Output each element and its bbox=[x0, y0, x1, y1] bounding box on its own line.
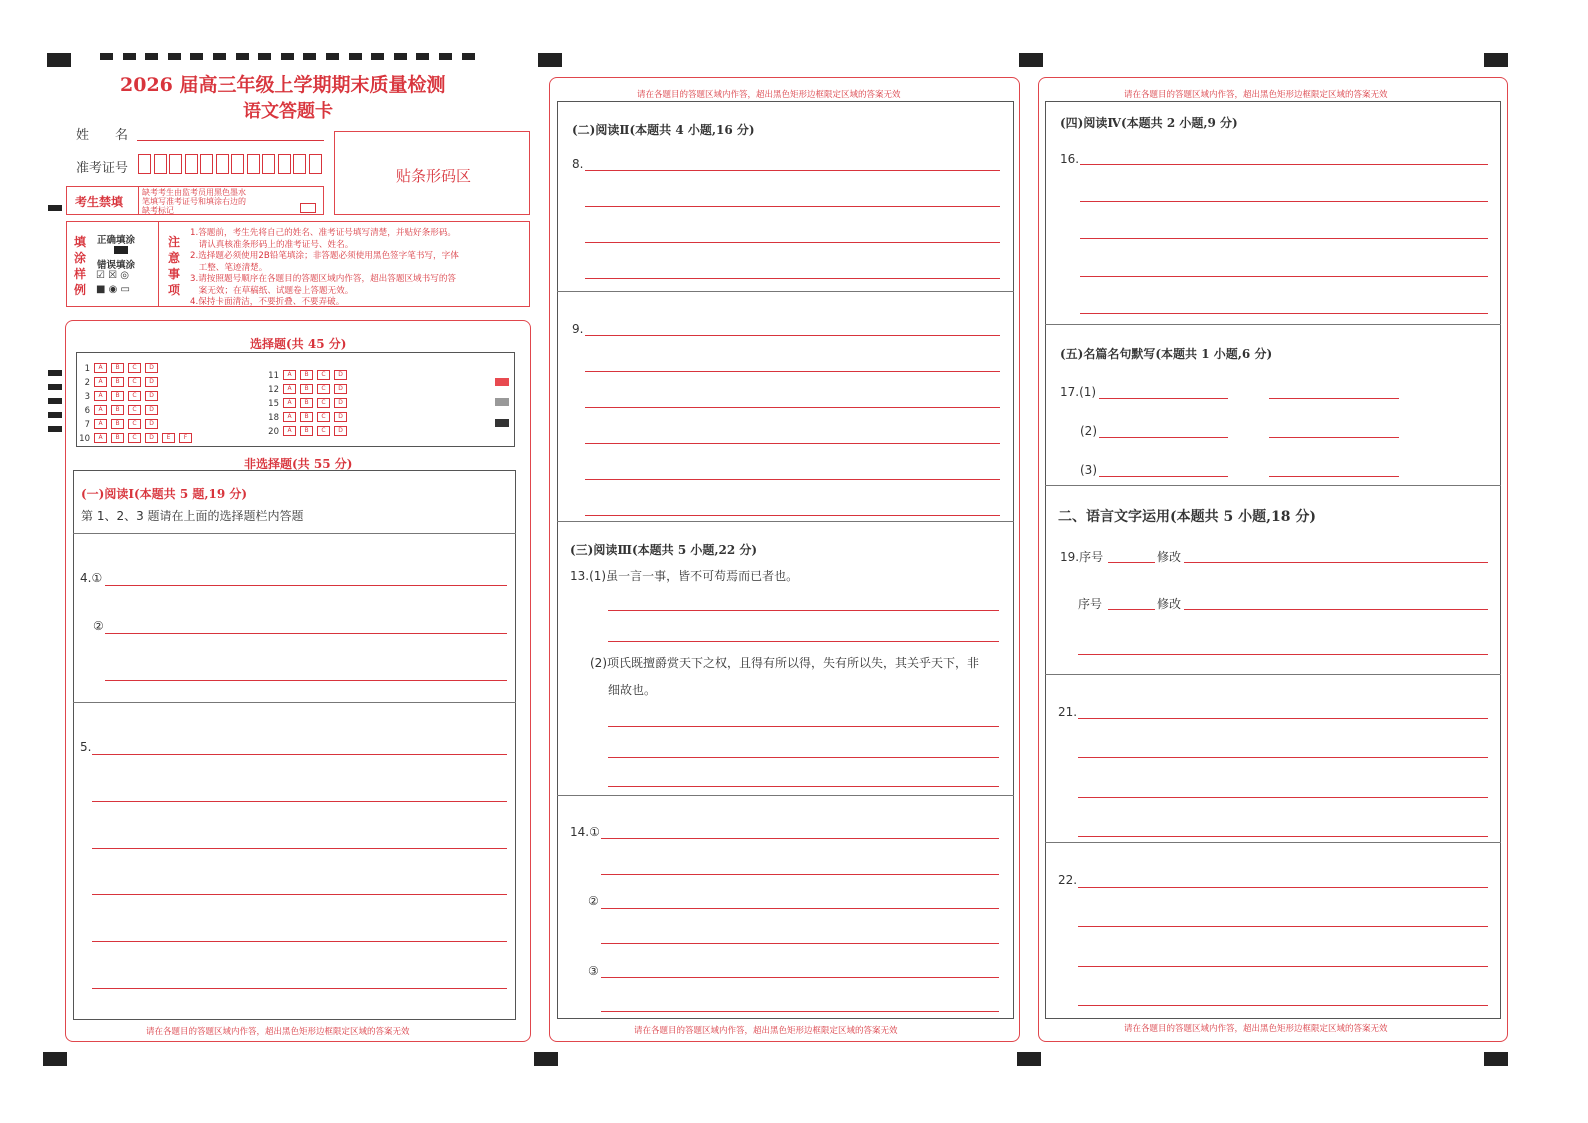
answer-line[interactable] bbox=[601, 838, 999, 839]
answer-line[interactable] bbox=[1108, 562, 1155, 563]
absent-note: 笔填写准考证号和填涂右边的 bbox=[142, 197, 246, 206]
corner-marker bbox=[43, 1052, 67, 1066]
timing-mark bbox=[145, 53, 158, 60]
choice-number: 2 bbox=[84, 377, 90, 388]
id-digit-box[interactable] bbox=[293, 154, 306, 174]
choice-row bbox=[263, 370, 351, 381]
timing-mark bbox=[100, 53, 113, 60]
answer-line[interactable] bbox=[1099, 476, 1228, 477]
notes-char: 注 bbox=[168, 235, 181, 249]
choice-option-bubble[interactable]: B bbox=[300, 398, 313, 408]
choice-row bbox=[74, 391, 162, 402]
id-digit-box[interactable] bbox=[309, 154, 322, 174]
choice-number: 20 bbox=[268, 426, 279, 437]
timing-mark bbox=[213, 53, 226, 60]
choice-number: 18 bbox=[268, 412, 279, 423]
answer-line[interactable] bbox=[105, 680, 507, 681]
answer-line[interactable] bbox=[1078, 966, 1488, 967]
choice-row bbox=[74, 377, 162, 388]
answer-line[interactable] bbox=[585, 515, 1000, 516]
divider bbox=[557, 795, 1014, 796]
timing-mark bbox=[123, 53, 136, 60]
answer-line[interactable] bbox=[1080, 201, 1488, 202]
choice-option-bubble[interactable]: D bbox=[334, 384, 347, 394]
corner-marker bbox=[1019, 53, 1043, 67]
notes-char: 项 bbox=[168, 283, 181, 297]
choice-option-bubble[interactable]: B bbox=[300, 370, 313, 380]
choice-option-bubble[interactable]: B bbox=[111, 391, 124, 401]
choice-option-bubble[interactable]: A bbox=[283, 412, 296, 422]
id-digit-box[interactable] bbox=[154, 154, 167, 174]
answer-line[interactable] bbox=[92, 848, 507, 849]
answer-line[interactable] bbox=[1080, 238, 1488, 239]
answer-line[interactable] bbox=[1269, 437, 1399, 438]
answer-line[interactable] bbox=[1269, 398, 1399, 399]
timing-mark bbox=[462, 53, 475, 60]
fill-example-label bbox=[74, 234, 88, 298]
section-5-title: (五)名篇名句默写(本题共 1 小题,6 分) bbox=[1060, 347, 1273, 361]
fill-example-char: 涂 bbox=[74, 251, 87, 265]
choice-title: 选择题(共 45 分) bbox=[250, 337, 347, 351]
divider bbox=[557, 291, 1014, 292]
section-3-title: (三)阅读Ⅲ(本题共 5 小题,22 分) bbox=[570, 543, 758, 557]
timing-mark bbox=[236, 53, 249, 60]
absent-label: 考生禁填 bbox=[75, 195, 124, 209]
top-warning: 请在各题目的答题区域内作答，超出黑色矩形边框限定区域的答案无效 bbox=[1124, 90, 1388, 100]
answer-box-col2 bbox=[557, 101, 1014, 1019]
timing-mark bbox=[439, 53, 452, 60]
choice-option-bubble[interactable]: C bbox=[128, 391, 141, 401]
divider bbox=[73, 702, 516, 703]
answer-line[interactable] bbox=[585, 479, 1000, 480]
choice-row bbox=[74, 419, 162, 430]
calibration-mark bbox=[495, 378, 509, 386]
choice-option-bubble[interactable]: A bbox=[94, 377, 107, 387]
choice-option-bubble[interactable]: D bbox=[334, 412, 347, 422]
choice-option-bubble[interactable]: A bbox=[283, 370, 296, 380]
choice-option-bubble[interactable]: B bbox=[111, 405, 124, 415]
choice-option-bubble[interactable]: A bbox=[283, 426, 296, 436]
choice-option-bubble[interactable]: E bbox=[162, 433, 175, 443]
id-digit-box[interactable] bbox=[262, 154, 275, 174]
choice-option-bubble[interactable]: C bbox=[317, 426, 330, 436]
answer-line[interactable] bbox=[1078, 836, 1488, 837]
choice-option-bubble[interactable]: D bbox=[334, 398, 347, 408]
answer-line[interactable] bbox=[1269, 476, 1399, 477]
note-item: 案无效；在草稿纸、试题卷上答题无效。 bbox=[190, 285, 354, 296]
id-digit-box[interactable] bbox=[278, 154, 291, 174]
choice-number: 11 bbox=[268, 370, 279, 381]
instruction-divider bbox=[158, 221, 159, 307]
timing-mark bbox=[48, 398, 62, 404]
wrong-fill-samples: ☑ ☒ ◎ bbox=[96, 270, 130, 281]
note-item: 1.答题前，考生先将自己的姓名、准考证号填写清楚，并贴好条形码。 bbox=[190, 228, 457, 238]
choice-number: 15 bbox=[268, 398, 279, 409]
answer-line[interactable] bbox=[608, 757, 999, 758]
wrong-fill-label: 错误填涂 bbox=[97, 260, 136, 271]
answer-line[interactable] bbox=[1108, 609, 1155, 610]
question-19b-fix: 修改 bbox=[1157, 597, 1182, 611]
answer-line[interactable] bbox=[105, 585, 507, 586]
divider bbox=[557, 521, 1014, 522]
choice-row bbox=[74, 363, 162, 374]
note-item: 工整、笔迹清楚。 bbox=[190, 262, 268, 273]
divider bbox=[1045, 485, 1501, 486]
notes-char: 事 bbox=[168, 267, 181, 281]
choice-option-bubble[interactable]: B bbox=[300, 412, 313, 422]
name-field[interactable] bbox=[137, 140, 324, 141]
divider bbox=[1045, 842, 1501, 843]
note-item: 请认真核准条形码上的准考证号、姓名。 bbox=[190, 239, 354, 250]
timing-mark bbox=[416, 53, 429, 60]
choice-option-bubble[interactable]: C bbox=[317, 412, 330, 422]
answer-line[interactable] bbox=[1080, 313, 1488, 314]
id-digit-box[interactable] bbox=[169, 154, 182, 174]
answer-line[interactable] bbox=[585, 371, 1000, 372]
bottom-warning: 请在各题目的答题区域内作答，超出黑色矩形边框限定区域的答案无效 bbox=[146, 1027, 410, 1037]
answer-line[interactable] bbox=[608, 786, 999, 787]
name-label: 姓 名 bbox=[76, 128, 129, 143]
question-13b-cont: 细故也。 bbox=[608, 683, 657, 697]
top-warning: 请在各题目的答题区域内作答，超出黑色矩形边框限定区域的答案无效 bbox=[637, 90, 901, 100]
divider bbox=[1045, 674, 1501, 675]
timing-mark bbox=[190, 53, 203, 60]
answer-line[interactable] bbox=[585, 206, 1000, 207]
choice-number: 3 bbox=[84, 391, 90, 402]
choice-option-bubble[interactable]: C bbox=[128, 363, 141, 373]
id-digit-box[interactable] bbox=[185, 154, 198, 174]
choice-option-bubble[interactable]: B bbox=[111, 363, 124, 373]
choice-row bbox=[74, 433, 196, 444]
choice-number: 12 bbox=[268, 384, 279, 395]
absent-mark-box[interactable] bbox=[300, 203, 316, 213]
wrong-fill-samples: ■ ◉ ▭ bbox=[96, 284, 130, 295]
correct-fill-label: 正确填涂 bbox=[97, 235, 136, 246]
choice-number: 10 bbox=[79, 433, 90, 444]
id-digit-box[interactable] bbox=[138, 154, 151, 174]
question-19-label: 19.序号 bbox=[1060, 550, 1104, 564]
answer-line[interactable] bbox=[92, 988, 507, 989]
exam-id-label: 准考证号 bbox=[76, 161, 129, 176]
choice-option-bubble[interactable]: C bbox=[128, 377, 141, 387]
choice-option-bubble[interactable]: D bbox=[145, 433, 158, 443]
answer-line[interactable] bbox=[1184, 562, 1488, 563]
choice-option-bubble[interactable]: A bbox=[94, 419, 107, 429]
notes-label bbox=[168, 234, 182, 298]
choice-option-bubble[interactable]: A bbox=[94, 433, 107, 443]
answer-line[interactable] bbox=[585, 443, 1000, 444]
divider bbox=[1045, 324, 1501, 325]
choice-option-bubble[interactable]: C bbox=[128, 405, 141, 415]
question-17-2-label: (2) bbox=[1080, 424, 1097, 438]
answer-line[interactable] bbox=[1078, 887, 1488, 888]
answer-line[interactable] bbox=[1078, 797, 1488, 798]
answer-line[interactable] bbox=[585, 335, 1000, 336]
bottom-warning: 请在各题目的答题区域内作答，超出黑色矩形边框限定区域的答案无效 bbox=[634, 1026, 898, 1036]
answer-line[interactable] bbox=[601, 943, 999, 944]
answer-line[interactable] bbox=[608, 610, 999, 611]
corner-marker bbox=[1017, 1052, 1041, 1066]
id-digit-box[interactable] bbox=[216, 154, 229, 174]
choice-option-bubble[interactable]: D bbox=[145, 419, 158, 429]
question-21-label: 21. bbox=[1058, 705, 1078, 719]
choice-option-bubble[interactable]: D bbox=[145, 377, 158, 387]
answer-line[interactable] bbox=[585, 170, 1000, 171]
corner-marker bbox=[1484, 53, 1508, 67]
notes-char: 意 bbox=[168, 251, 181, 265]
choice-row bbox=[263, 384, 351, 395]
choice-row bbox=[263, 398, 351, 409]
choice-option-bubble[interactable]: F bbox=[179, 433, 192, 443]
choice-option-bubble[interactable]: D bbox=[145, 405, 158, 415]
answer-line[interactable] bbox=[585, 278, 1000, 279]
question-14c-label: ③ bbox=[588, 964, 599, 978]
timing-mark bbox=[326, 53, 339, 60]
timing-mark bbox=[281, 53, 294, 60]
answer-line[interactable] bbox=[1184, 609, 1488, 610]
fill-example-char: 填 bbox=[74, 235, 87, 249]
answer-line[interactable] bbox=[92, 754, 507, 755]
choice-option-bubble[interactable]: D bbox=[334, 426, 347, 436]
note-item: 3.请按照题号顺序在各题目的答题区域内作答，超出答题区域书写的答 bbox=[190, 274, 457, 284]
barcode-label: 贴条形码区 bbox=[396, 167, 472, 185]
corner-marker bbox=[1484, 1052, 1508, 1066]
question-19-fix: 修改 bbox=[1157, 550, 1182, 564]
timing-mark bbox=[371, 53, 384, 60]
timing-mark bbox=[48, 205, 62, 211]
answer-line[interactable] bbox=[1078, 654, 1488, 655]
question-13a-label: 13.(1)虽一言一事，皆不可苟焉而已者也。 bbox=[570, 569, 799, 583]
id-digit-box[interactable] bbox=[200, 154, 213, 174]
timing-mark bbox=[394, 53, 407, 60]
nonchoice-title: 非选择题(共 55 分) bbox=[244, 457, 353, 471]
question-5-label: 5. bbox=[80, 740, 92, 754]
section-1-note: 第 1、2、3 题请在上面的选择题栏内答题 bbox=[81, 509, 304, 523]
page-title: 2026 届高三年级上学期期末质量检测 bbox=[120, 74, 446, 96]
choice-number: 6 bbox=[84, 405, 90, 416]
timing-mark bbox=[48, 426, 62, 432]
choice-option-bubble[interactable]: A bbox=[283, 398, 296, 408]
timing-mark bbox=[168, 53, 181, 60]
question-16-label: 16. bbox=[1060, 152, 1080, 166]
answer-line[interactable] bbox=[92, 894, 507, 895]
corner-marker bbox=[47, 53, 71, 67]
answer-line[interactable] bbox=[1080, 276, 1488, 277]
answer-line[interactable] bbox=[608, 726, 999, 727]
answer-line[interactable] bbox=[601, 1011, 999, 1012]
choice-option-bubble[interactable]: C bbox=[317, 398, 330, 408]
id-digit-box[interactable] bbox=[247, 154, 260, 174]
question-17-3-label: (3) bbox=[1080, 463, 1097, 477]
question-19b-label: 序号 bbox=[1078, 597, 1103, 611]
answer-line[interactable] bbox=[585, 242, 1000, 243]
answer-line[interactable] bbox=[585, 407, 1000, 408]
part-2-title: 二、语言文字运用(本题共 5 小题,18 分) bbox=[1058, 509, 1316, 525]
fill-example-char: 样 bbox=[74, 267, 87, 281]
question-17-1-label: 17.(1) bbox=[1060, 385, 1097, 399]
choice-option-bubble[interactable]: C bbox=[128, 419, 141, 429]
timing-mark bbox=[258, 53, 271, 60]
choice-option-bubble[interactable]: B bbox=[300, 384, 313, 394]
choice-option-bubble[interactable]: D bbox=[145, 391, 158, 401]
choice-option-bubble[interactable]: C bbox=[128, 433, 141, 443]
answer-line[interactable] bbox=[1080, 164, 1488, 165]
choice-option-bubble[interactable]: D bbox=[334, 370, 347, 380]
answer-line[interactable] bbox=[1078, 1005, 1488, 1006]
absent-divider bbox=[138, 186, 139, 215]
choice-option-bubble[interactable]: A bbox=[94, 363, 107, 373]
correct-fill-sample bbox=[114, 246, 128, 254]
answer-line[interactable] bbox=[1099, 398, 1228, 399]
section-1-title: (一)阅读Ⅰ(本题共 5 题,19 分) bbox=[81, 487, 248, 501]
timing-mark bbox=[48, 370, 62, 376]
choice-option-bubble[interactable]: B bbox=[111, 433, 124, 443]
choice-row bbox=[263, 412, 351, 423]
bottom-warning: 请在各题目的答题区域内作答，超出黑色矩形边框限定区域的答案无效 bbox=[1124, 1024, 1388, 1034]
question-13b-label: (2)项氏既擅爵赏天下之权，且得有所以得，失有所以失，其关乎天下，非 bbox=[590, 656, 980, 670]
question-14b-label: ② bbox=[588, 894, 599, 908]
answer-line[interactable] bbox=[1078, 757, 1488, 758]
answer-line[interactable] bbox=[1099, 437, 1228, 438]
choice-option-bubble[interactable]: B bbox=[111, 377, 124, 387]
choice-option-bubble[interactable]: B bbox=[300, 426, 313, 436]
question-8-label: 8. bbox=[572, 157, 584, 171]
question-4-label: 4.① bbox=[80, 571, 103, 585]
corner-marker bbox=[538, 53, 562, 67]
page-subtitle: 语文答题卡 bbox=[243, 101, 333, 122]
answer-line[interactable] bbox=[601, 908, 999, 909]
absent-note: 缺考考生由监考员用黑色墨水 bbox=[142, 188, 246, 197]
id-digit-box[interactable] bbox=[231, 154, 244, 174]
choice-option-bubble[interactable]: B bbox=[111, 419, 124, 429]
divider bbox=[73, 533, 516, 534]
question-4b-label: ② bbox=[93, 619, 104, 633]
timing-mark bbox=[349, 53, 362, 60]
answer-box-col1 bbox=[73, 470, 516, 1020]
choice-option-bubble[interactable]: A bbox=[94, 391, 107, 401]
choice-number: 1 bbox=[84, 363, 90, 374]
timing-mark bbox=[303, 53, 316, 60]
section-2-title: (二)阅读Ⅱ(本题共 4 小题,16 分) bbox=[572, 123, 755, 137]
choice-row bbox=[263, 426, 351, 437]
choice-number: 7 bbox=[84, 419, 90, 430]
timing-mark bbox=[48, 384, 62, 390]
question-14-label: 14.① bbox=[570, 825, 600, 839]
answer-line[interactable] bbox=[1078, 718, 1488, 719]
timing-mark bbox=[48, 412, 62, 418]
answer-line[interactable] bbox=[601, 977, 999, 978]
answer-line[interactable] bbox=[92, 941, 507, 942]
choice-option-bubble[interactable]: A bbox=[94, 405, 107, 415]
question-9-label: 9. bbox=[572, 322, 584, 336]
choice-option-bubble[interactable]: C bbox=[317, 384, 330, 394]
answer-line[interactable] bbox=[608, 641, 999, 642]
answer-line[interactable] bbox=[601, 874, 999, 875]
fill-example-char: 例 bbox=[74, 283, 87, 297]
note-item: 4.保持卡面清洁，不要折叠、不要弄破。 bbox=[190, 297, 345, 307]
section-4-title: (四)阅读Ⅳ(本题共 2 小题,9 分) bbox=[1060, 116, 1238, 130]
corner-marker bbox=[534, 1052, 558, 1066]
question-22-label: 22. bbox=[1058, 873, 1078, 887]
calibration-mark bbox=[495, 398, 509, 406]
choice-option-bubble[interactable]: D bbox=[145, 363, 158, 373]
calibration-mark bbox=[495, 419, 509, 427]
choice-row bbox=[74, 405, 162, 416]
choice-option-bubble[interactable]: A bbox=[283, 384, 296, 394]
absent-note: 缺考标记 bbox=[142, 206, 174, 215]
note-item: 2.选择题必须使用2B铅笔填涂；非答题必须使用黑色签字笔书写，字体 bbox=[190, 251, 459, 261]
answer-line[interactable] bbox=[1078, 926, 1488, 927]
choice-option-bubble[interactable]: C bbox=[317, 370, 330, 380]
answer-line[interactable] bbox=[92, 801, 507, 802]
answer-line[interactable] bbox=[105, 633, 507, 634]
